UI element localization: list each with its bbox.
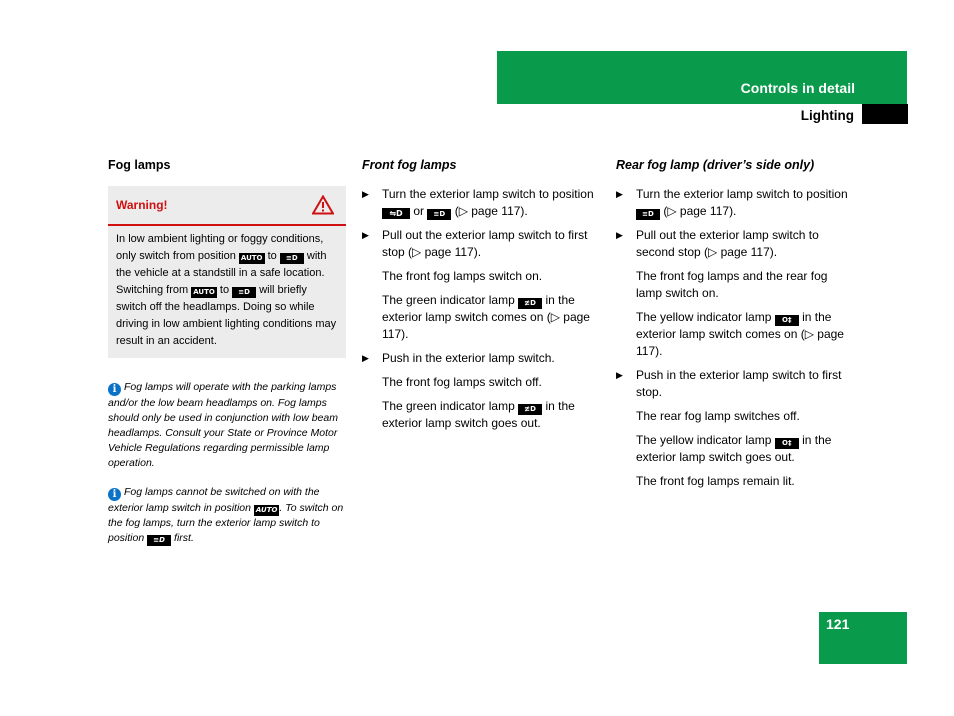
low-beam-symbol-icon: ≡D — [280, 253, 304, 264]
info-note-2 — [108, 485, 348, 546]
step — [616, 186, 856, 220]
front-fog-lamps-title: Front fog lamps — [362, 158, 457, 172]
info-icon: i — [108, 383, 121, 396]
step — [362, 227, 602, 261]
result-text-part: in the exterior lamp switch goes out. — [636, 433, 832, 464]
step-text: (▷ page 117). — [663, 204, 737, 218]
result-text-part: in the exterior lamp switch goes out. — [382, 399, 575, 430]
result-text-part: The green indicator lamp — [382, 293, 515, 307]
result-text-part: The yellow indicator lamp — [636, 433, 772, 447]
section-title-header: Controls in detail — [740, 80, 855, 96]
result-text: The rear fog lamp switches off. — [636, 409, 800, 423]
step-text: (▷ page 117). — [454, 204, 528, 218]
warning-text-part: to — [267, 250, 277, 262]
result-text-part: in the exterior lamp switch comes on (▷ page 117). — [382, 293, 590, 341]
front-fog-symbol-icon: ≢D — [518, 298, 542, 309]
result-text-part: in the exterior lamp switch comes on (▷ page 117). — [636, 310, 844, 358]
rear-fog-lamp-title: Rear fog lamp (driver’s side only) — [616, 158, 815, 172]
info-icon: i — [108, 488, 121, 501]
info-note-text: Fog lamps cannot be switched on with the exterior lamp switch in position — [108, 486, 320, 514]
header-band — [497, 51, 907, 104]
result-text: The front fog lamps and the rear fog lamp switch on. — [636, 269, 828, 300]
column-rear-fog-lamp — [616, 157, 856, 497]
low-beam-symbol-icon: ≡D — [427, 209, 451, 220]
info-note-text: . To switch on the fog lamps, turn the exterior lamp switch to position — [108, 502, 344, 544]
triangle-bullet-icon: ▶ — [362, 189, 369, 199]
warning-text-part: will briefly switch off the headlamps. Doing so while driving in low ambient lighting conditions may result in an accident. — [116, 284, 337, 347]
rear-fog-symbol-icon: O‡ — [775, 315, 799, 326]
result-text — [362, 292, 602, 343]
warning-text — [108, 226, 346, 358]
triangle-bullet-icon: ▶ — [362, 353, 369, 363]
warning-text-part: with the vehicle at a standstill in a safe location. Switching from — [116, 250, 327, 296]
auto-symbol-icon: AUTO — [240, 254, 263, 262]
column-fog-lamps — [108, 157, 348, 546]
subsection-label: Lighting — [800, 108, 854, 123]
step — [362, 186, 602, 220]
subsection-marker — [862, 104, 908, 124]
column-front-fog-lamps — [362, 157, 602, 439]
result-text-part: The green indicator lamp — [382, 399, 515, 413]
warning-box — [108, 186, 346, 358]
triangle-bullet-icon: ▶ — [616, 230, 623, 240]
info-note-text: first. — [174, 532, 194, 544]
step — [362, 350, 602, 367]
fog-lamps-title: Fog lamps — [108, 158, 171, 172]
low-beam-symbol-icon: ≡D — [147, 535, 171, 546]
page-number: 121 — [826, 616, 850, 632]
rear-fog-symbol-icon: O‡ — [775, 438, 799, 449]
warning-text-part: to — [219, 284, 230, 296]
low-beam-symbol-icon: ≡D — [636, 209, 660, 220]
step-text: Push in the exterior lamp switch to first stop. — [636, 368, 842, 399]
auto-symbol-icon: AUTO — [255, 506, 278, 514]
parking-lamp-symbol-icon: ⇋D — [382, 208, 410, 219]
info-note-text: Fog lamps will operate with the parking lamps and/or the low beam headlamps on. Fog lamps should only be used in conjunction with low beam headlamps. Consult your State or Province Motor Vehicle Regulations regarding permissible lamp operation. — [108, 381, 338, 469]
step-text: or — [413, 204, 425, 218]
step — [616, 227, 856, 261]
info-note-1 — [108, 380, 348, 471]
triangle-bullet-icon: ▶ — [362, 230, 369, 240]
front-fog-symbol-icon: ≢D — [518, 404, 542, 415]
result-text: The front fog lamps remain lit. — [636, 474, 795, 488]
triangle-bullet-icon: ▶ — [616, 370, 623, 380]
step-text: Pull out the exterior lamp switch to first stop (▷ page 117). — [382, 228, 588, 259]
warning-text-part: In low ambient lighting or foggy conditions, only switch from position — [116, 233, 324, 262]
result-text-part: The yellow indicator lamp — [636, 310, 772, 324]
warning-label: Warning! — [116, 197, 168, 212]
result-text — [616, 432, 856, 466]
step-text: Pull out the exterior lamp switch to second stop (▷ page 117). — [636, 228, 819, 259]
result-text: The front fog lamps switch off. — [382, 375, 542, 389]
low-beam-symbol-icon: ≡D — [232, 287, 256, 298]
step-text: Turn the exterior lamp switch to position — [636, 187, 848, 201]
warning-triangle-icon — [312, 195, 334, 215]
result-text — [362, 398, 602, 432]
triangle-bullet-icon: ▶ — [616, 189, 623, 199]
auto-symbol-icon: AUTO — [193, 288, 215, 296]
step-text: Push in the exterior lamp switch. — [382, 351, 555, 365]
result-text: The front fog lamps switch on. — [382, 269, 543, 283]
step-text: Turn the exterior lamp switch to position — [382, 187, 594, 201]
step — [616, 367, 856, 401]
warning-header — [108, 186, 346, 226]
result-text — [616, 309, 856, 360]
